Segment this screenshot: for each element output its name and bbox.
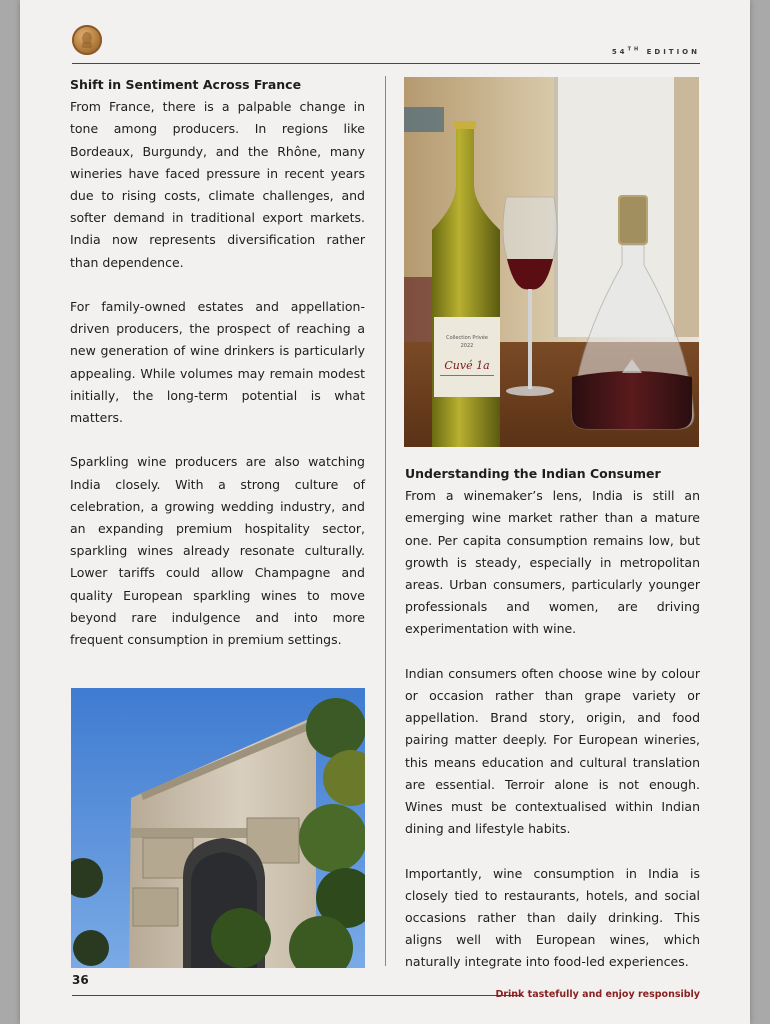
left-column: [70, 74, 365, 651]
column-divider: [385, 76, 386, 966]
bottle-label-year: 2022: [460, 343, 474, 349]
magazine-page: [20, 0, 750, 1024]
footer-rule: [72, 995, 522, 996]
bottle-label-name: Cuvé 1a: [444, 359, 490, 372]
paragraph: From a winemaker’s lens, India is still an emerging wine market rather than a mature one. Per capita consumption remains low, but growth is steady, especially in metropolitan areas. Urban consumers, particularly younger professionals and women, are driving experimentation with wine.: [405, 488, 700, 637]
paragraph: Importantly, wine consumption in India is closely tied to restaurants, hotels, and social occasions rather than daily drinking. This aligns well with European wines, which naturally integrate into food-led experiences.: [405, 865, 700, 970]
paragraph: For family-owned estates and appellation-driven producers, the prospect of reaching a new generation of wine drinkers is particularly appealing. While volumes may remain modest initially, the long-term potential is what matters.: [70, 299, 365, 426]
bronze-medal-icon: [72, 25, 102, 55]
wine-bottle-photo: [404, 77, 699, 447]
paragraph: Sparkling wine producers are also watching India closely. With a strong culture of celebration, a growing wedding industry, and an expanding premium hospitality sector, sparkling wines already resonate culturally. Lower tariffs could allow Champagne and quality European sparkling wines to move beyond rare indulgence and into more frequent consumption in premium settings.: [70, 454, 365, 648]
footer-tagline: Drink tastefully and enjoy responsibly: [495, 989, 700, 1000]
svg-text:Collection Privée: Collection Privée: [446, 335, 488, 341]
paragraph: From France, there is a palpable change in tone among producers. In regions like Bordeaux, Burgundy, and the Rhône, many wineries have faced pressure in recent years due to rising costs, climate challenges, and softer demand in traditional export markets. India now represents diversification rather than dependence.: [70, 99, 365, 270]
header-rule: [72, 63, 700, 64]
edition-label: 54TH EDITION: [611, 47, 700, 57]
page-number: 36: [72, 973, 89, 987]
arc-de-triomphe-photo: [71, 688, 365, 968]
paragraph: Indian consumers often choose wine by colour or occasion rather than grape variety or appellation. Brand story, origin, and food pairing matter deeply. For European wineries, this means education and cultural translation are essential. Terroir alone is not enough. Wines must be contextualised within Indian dining and lifestyle habits.: [405, 665, 700, 837]
right-column: [405, 463, 700, 974]
section-heading-consumer: Understanding the Indian Consumer: [405, 466, 661, 481]
section-heading-france: Shift in Sentiment Across France: [70, 77, 302, 92]
